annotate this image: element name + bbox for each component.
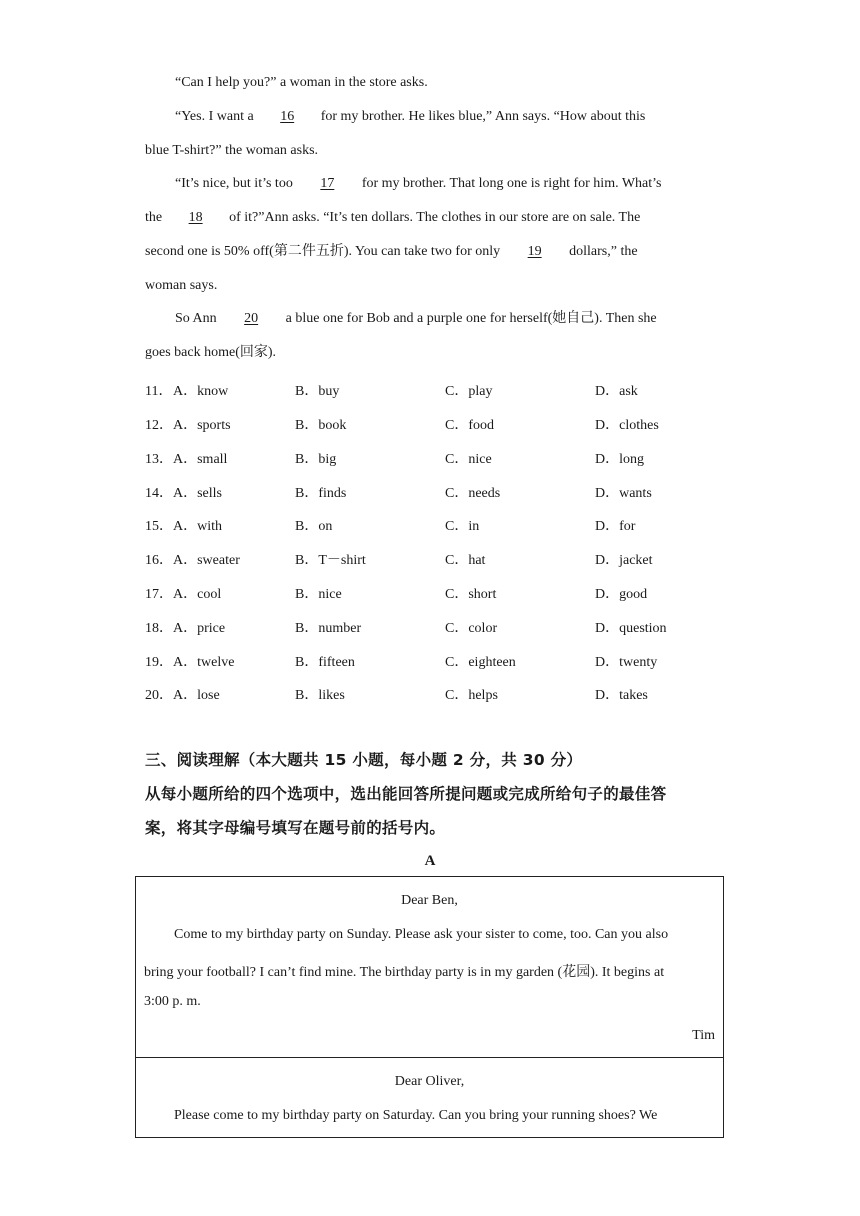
option-d[interactable]: D．long bbox=[595, 452, 644, 467]
passage-text: second one is 50% off(第二件五折). You can take two for only bbox=[145, 244, 504, 259]
passage-text: “It’s nice, but it’s too bbox=[175, 176, 297, 191]
option-a[interactable]: A．price bbox=[173, 621, 226, 636]
option-b[interactable]: B．fifteen bbox=[295, 655, 355, 670]
section-instruction: 案，将其字母编号填写在题号前的括号内。 bbox=[145, 819, 446, 837]
question-row bbox=[145, 414, 715, 433]
option-b[interactable]: B．big bbox=[295, 452, 337, 467]
option-d[interactable]: D．good bbox=[595, 587, 648, 602]
section-instruction: 从每小题所给的四个选项中，选出能回答所提问题或完成所给句子的最佳答 bbox=[145, 785, 667, 803]
passage-text: “Yes. I want a bbox=[175, 109, 258, 124]
option-c[interactable]: C．nice bbox=[445, 452, 492, 467]
passage-line: woman says. bbox=[145, 278, 218, 293]
option-b[interactable]: B．number bbox=[295, 621, 362, 636]
letter-greeting: Dear Ben, bbox=[401, 893, 458, 908]
passage-text: a blue one for Bob and a purple one for herself(她自己). Then she bbox=[282, 311, 657, 326]
passage-line bbox=[145, 177, 745, 191]
blank-16[interactable]: 16 bbox=[280, 109, 295, 124]
passage-line bbox=[145, 245, 715, 259]
question-row bbox=[145, 583, 715, 602]
question-row bbox=[145, 482, 715, 501]
option-a[interactable]: A．sports bbox=[173, 418, 231, 433]
passage-line bbox=[145, 110, 745, 124]
option-b[interactable]: B．likes bbox=[295, 688, 345, 703]
option-a[interactable]: A．cool bbox=[173, 587, 222, 602]
option-c[interactable]: C．needs bbox=[445, 486, 501, 501]
letter-box-ben bbox=[135, 876, 724, 1058]
option-c[interactable]: C．eighteen bbox=[445, 655, 516, 670]
question-number: 18． bbox=[145, 621, 173, 636]
option-d[interactable]: D．clothes bbox=[595, 418, 659, 433]
question-row bbox=[145, 448, 715, 467]
option-b[interactable]: B．nice bbox=[295, 587, 342, 602]
question-row bbox=[145, 684, 715, 703]
letter-body-line: Come to my birthday party on Sunday. Please ask your sister to come, too. Can you also bbox=[174, 927, 669, 942]
passage-text: for my brother. That long one is right for him. What’s bbox=[358, 176, 662, 191]
passage-text: So Ann bbox=[175, 311, 221, 326]
question-number: 17． bbox=[145, 587, 173, 602]
passage-text: for my brother. He likes blue,” Ann says. “How about this bbox=[317, 109, 646, 124]
question-row bbox=[145, 380, 715, 399]
option-d[interactable]: D．ask bbox=[595, 384, 638, 399]
option-a[interactable]: A．with bbox=[173, 519, 222, 534]
blank-17[interactable]: 17 bbox=[320, 176, 335, 191]
option-b[interactable]: B．buy bbox=[295, 384, 340, 399]
option-a[interactable]: A．sells bbox=[173, 486, 222, 501]
blank-19[interactable]: 19 bbox=[527, 244, 542, 259]
letter-box-oliver bbox=[135, 1057, 724, 1138]
option-d[interactable]: D．jacket bbox=[595, 553, 653, 568]
option-d[interactable]: D．twenty bbox=[595, 655, 658, 670]
option-d[interactable]: D．takes bbox=[595, 688, 648, 703]
question-row bbox=[145, 549, 715, 568]
section-heading: 三、阅读理解（本大题共 15 小题，每小题 2 分，共 30 分） bbox=[145, 751, 583, 769]
letter-body-line: Please come to my birthday party on Saturday. Can you bring your running shoes? We bbox=[174, 1108, 658, 1123]
option-a[interactable]: A．know bbox=[173, 384, 229, 399]
option-a[interactable]: A．lose bbox=[173, 688, 220, 703]
option-a[interactable]: A．small bbox=[173, 452, 228, 467]
question-number: 15． bbox=[145, 519, 173, 534]
option-c[interactable]: C．color bbox=[445, 621, 498, 636]
option-d[interactable]: D．question bbox=[595, 621, 667, 636]
question-row bbox=[145, 617, 715, 636]
passage-text: the bbox=[145, 210, 166, 225]
option-b[interactable]: B．T－shirt bbox=[295, 553, 366, 568]
blank-20[interactable]: 20 bbox=[244, 311, 259, 326]
question-number: 19． bbox=[145, 655, 173, 670]
option-b[interactable]: B．on bbox=[295, 519, 333, 534]
blank-18[interactable]: 18 bbox=[188, 210, 203, 225]
option-d[interactable]: D．wants bbox=[595, 486, 652, 501]
option-c[interactable]: C．helps bbox=[445, 688, 498, 703]
question-number: 16． bbox=[145, 553, 173, 568]
option-c[interactable]: C．food bbox=[445, 418, 494, 433]
question-number: 14． bbox=[145, 486, 173, 501]
option-a[interactable]: A．sweater bbox=[173, 553, 240, 568]
question-row bbox=[145, 651, 715, 670]
option-b[interactable]: B．book bbox=[295, 418, 347, 433]
option-c[interactable]: C．hat bbox=[445, 553, 486, 568]
letter-greeting: Dear Oliver, bbox=[394, 1074, 465, 1089]
passage-line bbox=[145, 312, 745, 326]
option-c[interactable]: C．short bbox=[445, 587, 497, 602]
letter-signature: Tim bbox=[692, 1028, 715, 1043]
question-number: 11． bbox=[145, 384, 173, 399]
option-d[interactable]: D．for bbox=[595, 519, 636, 534]
letter-body-line: bring your football? I can’t find mine. The birthday party is in my garden (花园). It begins at bbox=[144, 965, 665, 980]
option-c[interactable]: C．play bbox=[445, 384, 493, 399]
option-a[interactable]: A．twelve bbox=[173, 655, 235, 670]
passage-line: goes back home(回家). bbox=[145, 345, 277, 360]
question-number: 20． bbox=[145, 688, 173, 703]
passage-text: dollars,” the bbox=[565, 244, 638, 259]
letter-body-line: 3:00 p. m. bbox=[144, 994, 201, 1009]
passage-text: of it?”Ann asks. “It’s ten dollars. The clothes in our store are on sale. The bbox=[225, 210, 641, 225]
question-number: 12． bbox=[145, 418, 173, 433]
question-number: 13． bbox=[145, 452, 173, 467]
passage-line: “Can I help you?” a woman in the store asks. bbox=[175, 75, 428, 90]
option-c[interactable]: C．in bbox=[445, 519, 480, 534]
passage-line: blue T-shirt?” the woman asks. bbox=[145, 143, 319, 158]
part-label: A bbox=[424, 853, 436, 869]
question-row bbox=[145, 515, 715, 534]
passage-line bbox=[145, 211, 715, 225]
option-b[interactable]: B．finds bbox=[295, 486, 347, 501]
